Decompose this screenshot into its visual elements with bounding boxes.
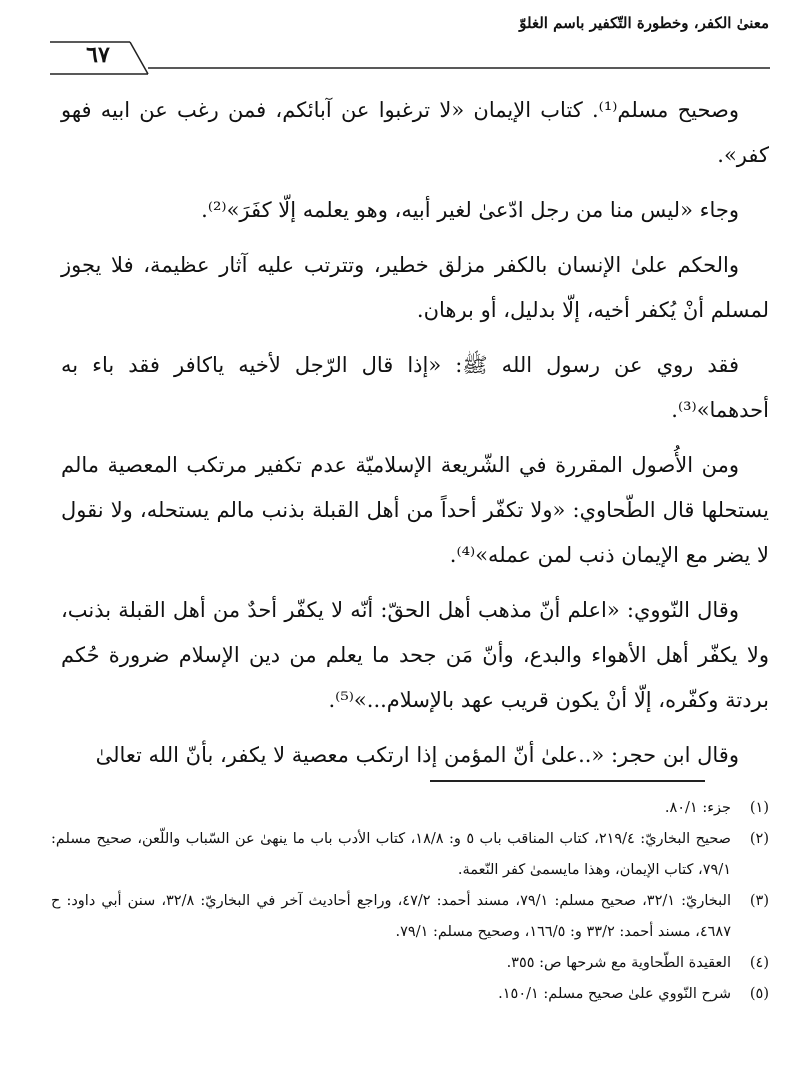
main-text	[61, 88, 769, 788]
footnote-separator	[430, 780, 705, 782]
footnote-number: (٤)	[749, 955, 769, 971]
paragraph: ومن الأُصول المقررة في الشّريعة الإسلاميّة عدم تكفير مرتكب المعصية مالم يستحلها قال الطّحاوي: «ولا تكفّر أحداً من أهل القبلة بذنب مالم يستحله، ولا نقول لا يضر مع الإيمان ذنب لمن عمله»⁽⁴⁾.	[61, 453, 769, 567]
paragraph: فقد روي عن رسول الله ﷺ: «إذا قال الرّجل لأخيه ياكافر فقد باء به أحدهما»⁽³⁾.	[61, 353, 769, 422]
footnote-text: البخاريّ: ٣٢/١، صحيح مسلم: ٧٩/١، مسند أحمد: ٤٧/٢، وراجع أحاديث آخر في البخاريّ: ٣٢/٨، سنن أبي داود: ح ٤٦٨٧، مسند أحمد: ٣٣/٢ و: ١٦٦/٥، وصحيح مسلم: ٧٩/١.	[51, 893, 731, 940]
header-rule	[50, 40, 770, 76]
footnote-number: (٢)	[749, 831, 769, 847]
running-title: معنىٰ الكفر، وخطورة التّكفير باسم الغلوّ	[519, 14, 769, 32]
footnote	[51, 824, 769, 886]
paragraph: وقال النّووي: «اعلم أنّ مذهب أهل الحقّ: أنّه لا يكفّر أحدٌ من أهل القبلة بذنب، ولا يكفّر أهل الأهواء والبدع، وأنّ مَن جحد ما يعلم من دين الإسلام ضرورة حُكم بردتة وكفّره، إلّا أنْ يكون قريب عهد بالإسلام...»⁽⁵⁾.	[61, 598, 769, 712]
paragraph: والحكم علىٰ الإنسان بالكفر مزلق خطير، وتترتب عليه آثار عظيمة، فلا يجوز لمسلم أنْ يُكفر أخيه، إلّا بدليل، أو برهان.	[61, 253, 769, 322]
paragraph: وجاء «ليس منا من رجل ادّعىٰ لغير أبيه، وهو يعلمه إلّا كفَرَ»⁽²⁾.	[201, 198, 739, 222]
footnote-number: (٥)	[749, 986, 769, 1002]
footnote	[51, 886, 769, 948]
footnote	[51, 793, 769, 824]
footnote	[51, 979, 769, 1010]
paragraph: وصحيح مسلم⁽¹⁾. كتاب الإيمان «لا ترغبوا عن آبائكم، فمن رغب عن ابيه فهو كفر».	[61, 98, 769, 167]
footnote-text: العقيدة الطّحاوية مع شرحها ص: ٣٥٥.	[506, 955, 731, 971]
footnote-text: جزء: ٨٠/١.	[664, 800, 731, 816]
footnote-number: (٣)	[749, 893, 769, 909]
footnotes	[51, 793, 769, 1010]
page-number: ٦٧	[86, 42, 110, 68]
paragraph: وقال ابن حجر: «..علىٰ أنّ المؤمن إذا ارتكب معصية لا يكفر، بأنّ الله تعالىٰ	[95, 743, 739, 767]
footnote-text: صحيح البخاريّ: ٢١٩/٤، كتاب المناقب باب ٥ و: ١٨/٨، كتاب الأدب باب ما ينهىٰ عن السّباب واللّعن، صحيح مسلم: ٧٩/١، كتاب الإيمان، وهذا مايسمىٰ كفر النّعمة.	[51, 831, 731, 878]
footnote-text: شرح النّووي علىٰ صحيح مسلم: ١٥٠/١.	[498, 986, 731, 1002]
footnote	[51, 948, 769, 979]
footnote-number: (١)	[749, 800, 769, 816]
